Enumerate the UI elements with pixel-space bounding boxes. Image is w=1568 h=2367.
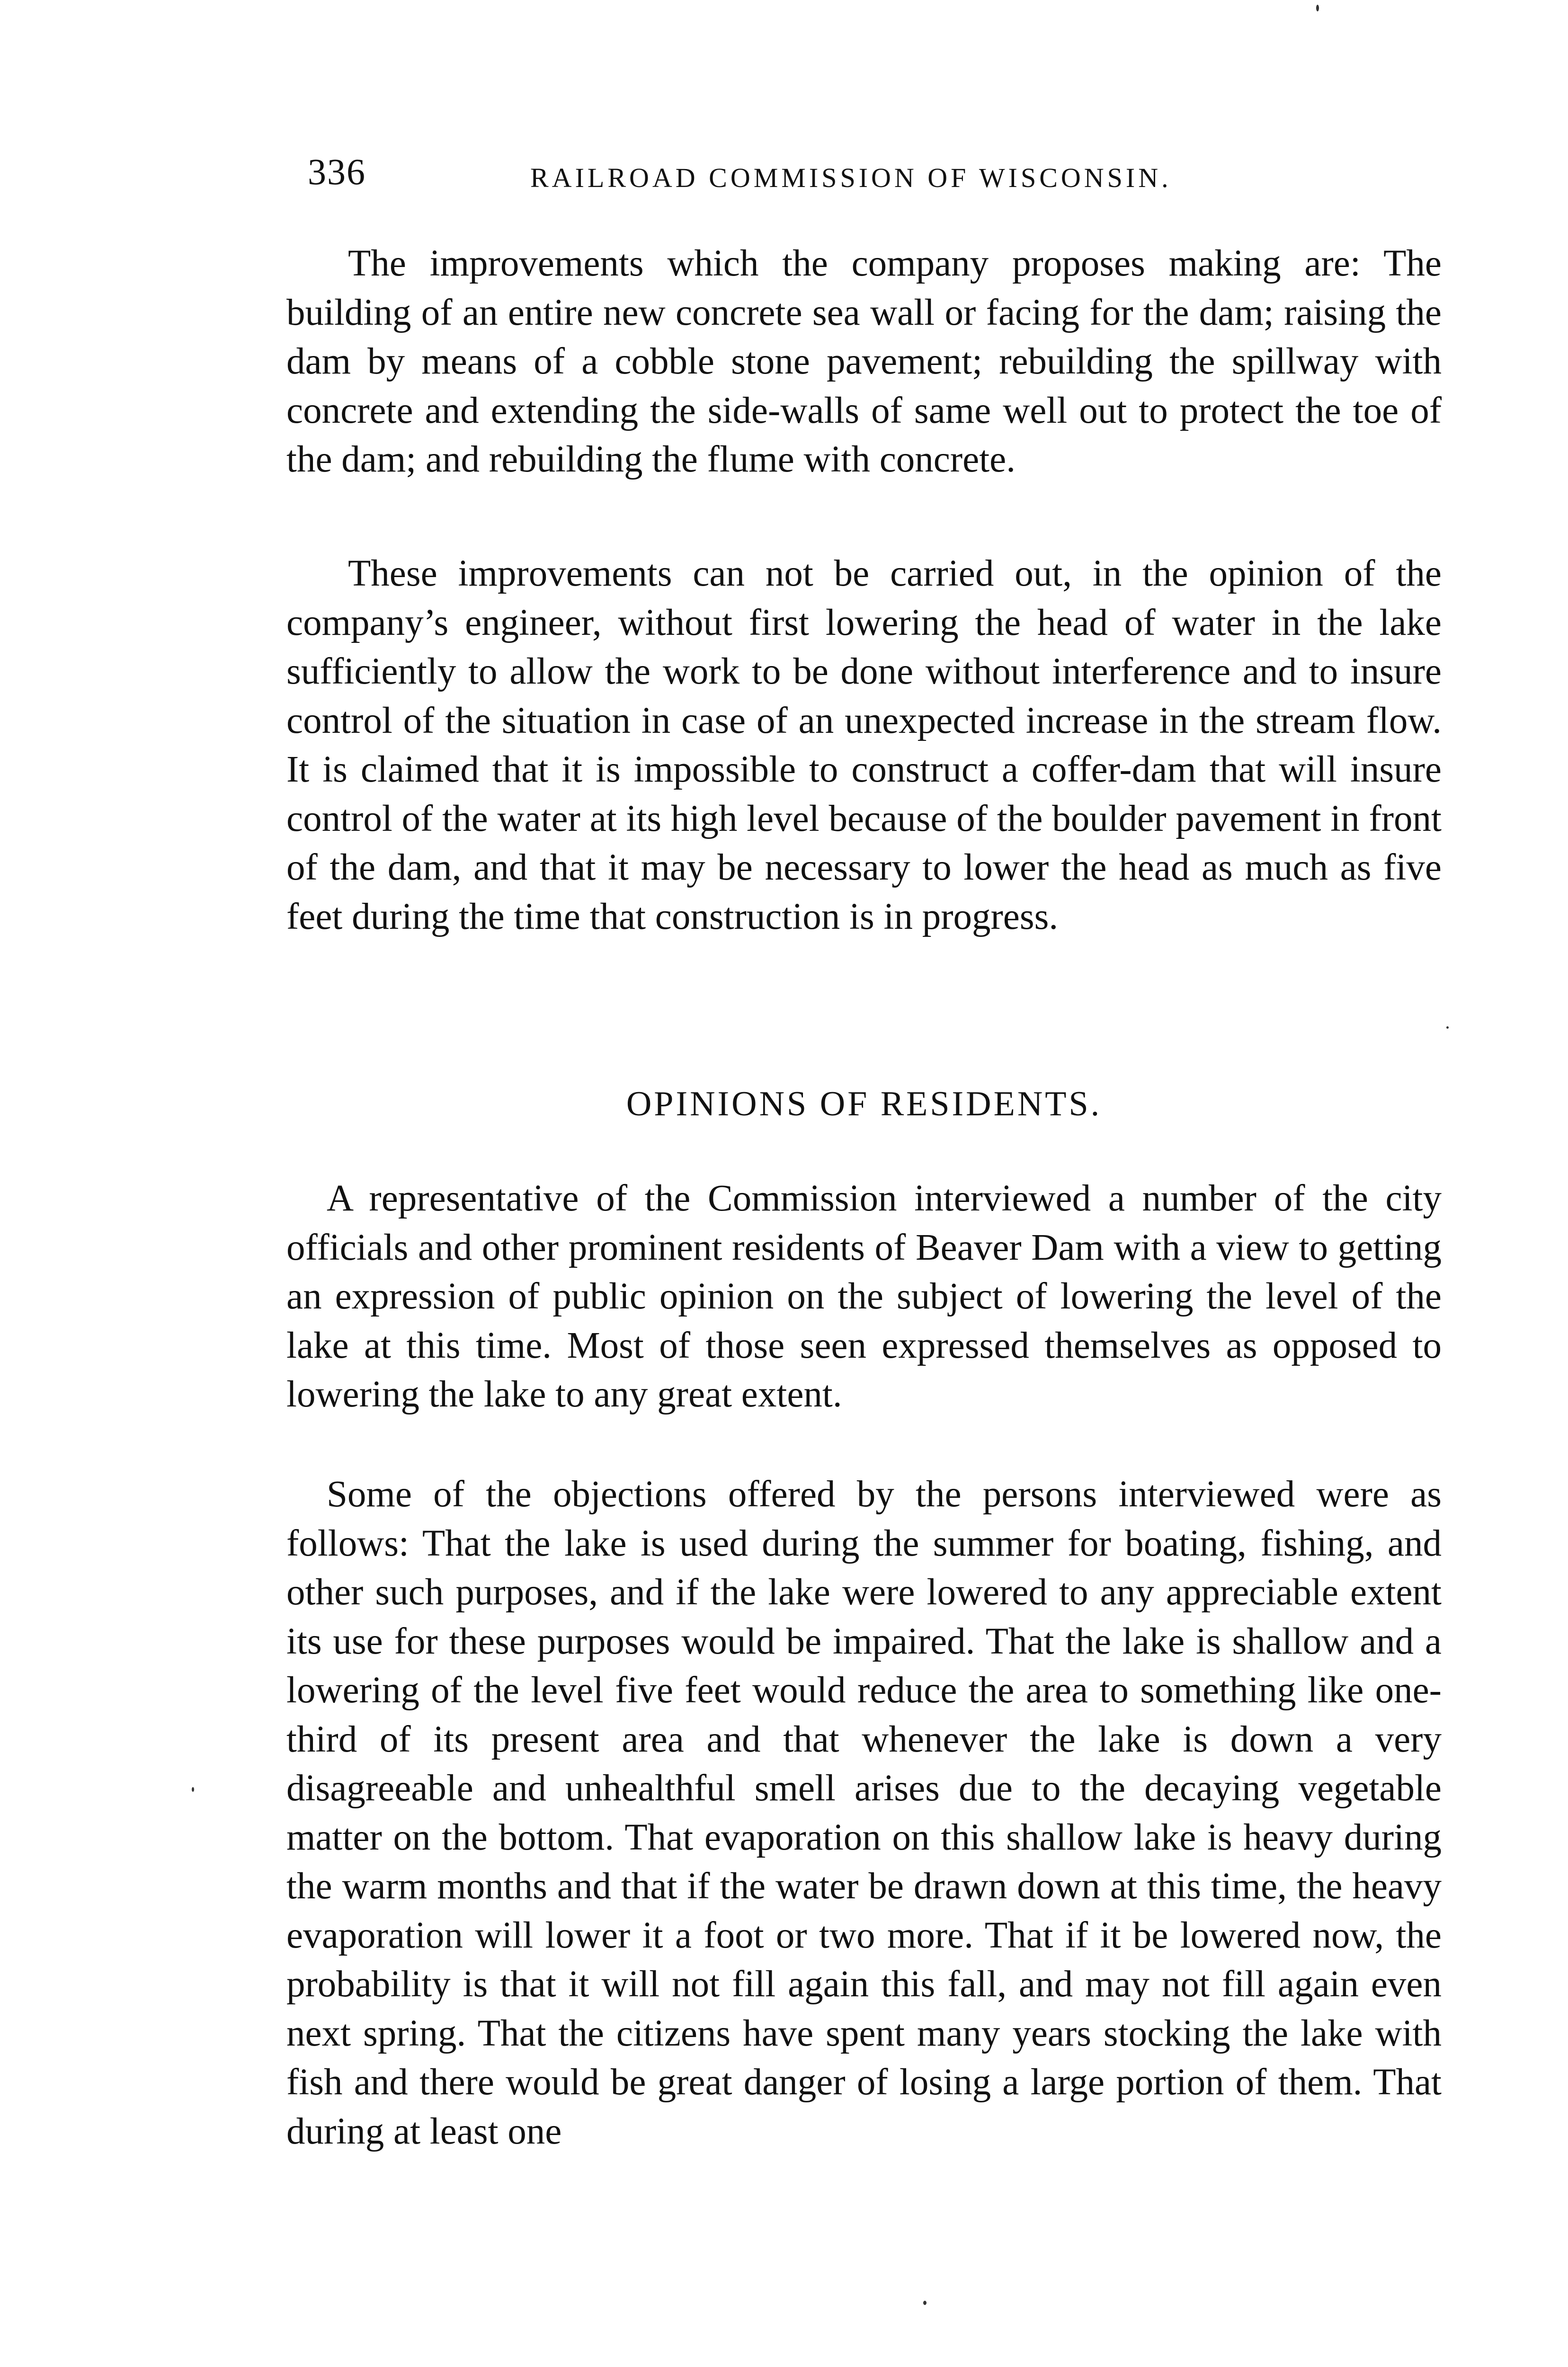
paragraph-engineer-opinion: These improvements can not be carried out, in the opinion of the company’s engineer, without first lowering the head of water in the lake sufficiently to allow the work to be done without interference and to insure control of the situation in case of an unexpected increase in the stream flow. It is claimed that it is impossible to construct a coffer-dam that will insure control of the water at its high level because of the boulder pavement in front of the dam, and that it may be necessary to lower the head as much as five feet during the time that construction is in progress. [286, 553, 1442, 937]
paragraph-objections: Some of the objections offered by the persons interviewed were as follows: That the lake is used during the summer for boating, fishing, and other such purposes, and if the lake were lowered to any appreciable extent its use for these purposes would be impaired. That the lake is shallow and a lowering of the level five feet would reduce the area to something like one-third of its present area and that whenever the lake is down a very disagreeable and unhealthful smell arises due to the decaying vegetable matter on the bottom. That evaporation on this shallow lake is heavy during the warm months and that if the water be drawn down at this time, the heavy evaporation will lower it a foot or two more. That if it be lowered now, the probability is that it will not fill again this fall, and may not fill again even next spring. That the citizens have spent many years stocking the lake with fish and there would be great danger of losing a large portion of them. That during at least one [286, 1474, 1442, 2152]
running-title: RAILROAD COMMISSION OF WISCONSIN. [530, 162, 1172, 193]
scan-speck [1316, 5, 1319, 11]
paragraph-representative: A representative of the Commission interviewed a number of the city officials and other prominent residents of Beaver Dam with a view to getting an expression of public opinion on the subject of lowering the level of the lake at this time. Most of those seen expressed themselves as opposed to lowering the lake to any great extent. [286, 1178, 1442, 1415]
scan-speck [192, 1787, 194, 1792]
scan-speck [923, 2301, 927, 2305]
paragraph-improvements: The improvements which the company proposes making are: The building of an entire new concrete sea wall or facing for the dam; raising the dam by means of a cobble stone pavement; rebuilding the spillway with concrete and extending the side-walls of same well out to protect the toe of the dam; and rebuilding the flume with concrete. [286, 243, 1442, 480]
section-heading: OPINIONS OF RESIDENTS. [626, 1085, 1102, 1123]
running-head [308, 151, 1444, 203]
page-number: 336 [308, 151, 366, 192]
scan-speck [1446, 1026, 1449, 1029]
